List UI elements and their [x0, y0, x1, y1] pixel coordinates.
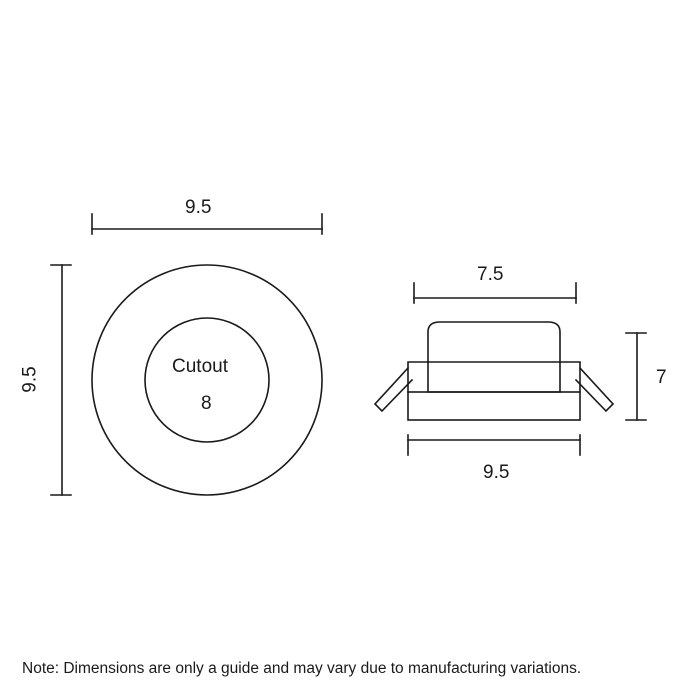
footer-note: Note: Dimensions are only a guide and may vary due to manufacturing variations.	[22, 660, 582, 677]
side-bottom-dimension-label: 9.5	[483, 462, 510, 483]
cutout-label: Cutout	[172, 356, 228, 377]
side-top-dimension-label: 7.5	[477, 264, 504, 285]
cutout-value-label: 8	[201, 393, 212, 414]
side-left-spring-clip	[375, 368, 412, 411]
front-top-dimension-label: 9.5	[185, 197, 212, 218]
side-right-shoulder	[560, 362, 580, 392]
side-left-shoulder	[408, 362, 428, 392]
front-outer-circle	[92, 265, 322, 495]
side-right-dimension-label: 7	[656, 367, 667, 388]
side-flange-rect	[408, 392, 580, 420]
side-right-spring-clip	[576, 368, 613, 411]
front-cutout-circle	[145, 318, 269, 442]
front-left-dimension-label: 9.5	[19, 366, 41, 393]
side-housing-body	[428, 322, 560, 392]
